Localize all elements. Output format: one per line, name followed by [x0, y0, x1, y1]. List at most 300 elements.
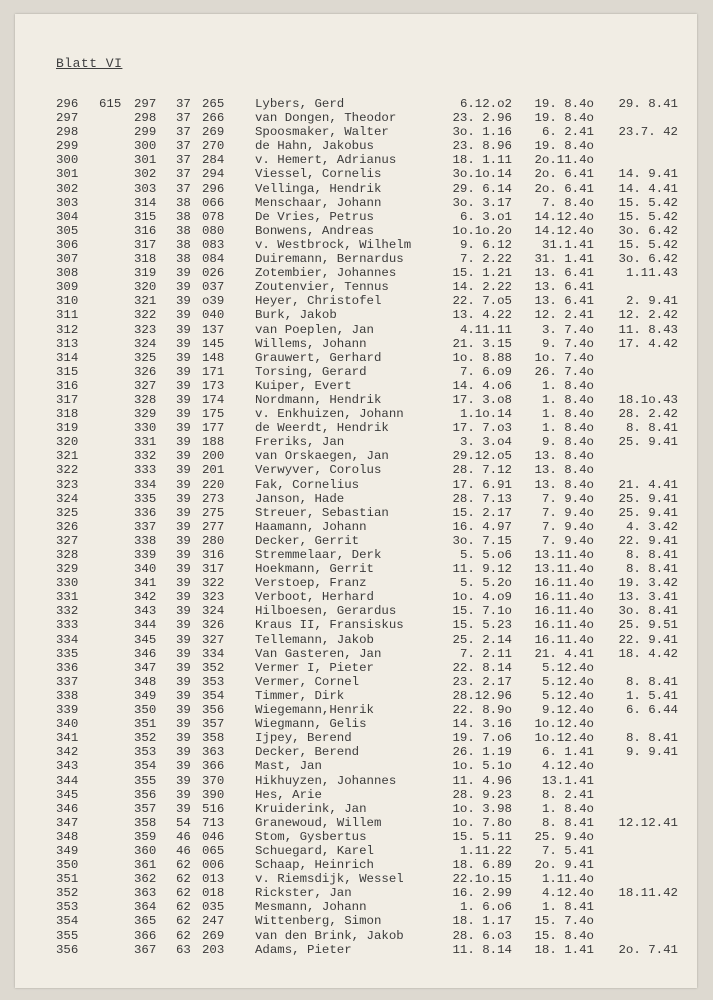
entry-number: 352: [56, 886, 79, 901]
list-number: 342: [134, 590, 157, 605]
entry-number: 307: [56, 252, 79, 267]
person-name: Zotembier, Johannes: [255, 266, 397, 281]
entry-number: 340: [56, 717, 79, 732]
table-row: [0, 534, 713, 548]
entry-number: 342: [56, 745, 79, 760]
entry-number: 350: [56, 858, 79, 873]
serial-number: 326: [202, 618, 225, 633]
person-name: v. Hemert, Adrianus: [255, 153, 397, 168]
exit-date: 3o. 6.42: [618, 223, 678, 238]
table-row: [0, 506, 713, 520]
table-row: [0, 463, 713, 477]
person-name: Nordmann, Hendrik: [255, 392, 382, 407]
person-name: Spoosmaker, Walter: [255, 125, 389, 140]
exit-date: 6. 6.44: [625, 703, 678, 718]
list-number: 362: [134, 872, 157, 887]
prefix-number: 54: [176, 815, 191, 830]
serial-number: 200: [202, 449, 225, 464]
birth-date: 5. 5.2o: [459, 576, 512, 591]
list-number: 331: [134, 435, 157, 450]
prefix-number: 37: [176, 153, 191, 168]
entry-number: 339: [56, 703, 79, 718]
entry-number: 322: [56, 463, 79, 478]
prefix-number: 39: [176, 322, 191, 337]
person-name: Stremmelaar, Derk: [255, 548, 382, 562]
list-number: 303: [134, 181, 157, 196]
prefix-number: 39: [176, 745, 191, 760]
table-row: [0, 576, 713, 590]
birth-date: 15. 5.23: [452, 618, 512, 633]
prefix-number: 39: [176, 646, 191, 661]
serial-number: 201: [202, 463, 225, 478]
entry-number: 343: [56, 759, 79, 774]
serial-number: 171: [202, 364, 225, 379]
person-name: Grauwert, Gerhard: [255, 350, 382, 365]
entry-number: 309: [56, 280, 79, 295]
prefix-number: 39: [176, 717, 191, 732]
table-row: [0, 774, 713, 788]
prefix-number: 39: [176, 449, 191, 464]
birth-date: 22.1o.15: [452, 872, 512, 887]
prefix-number: 38: [176, 237, 191, 252]
exit-date: 1.11.43: [625, 266, 678, 281]
entry-number: 296: [56, 97, 79, 111]
birth-date: 1o.1o.2o: [452, 223, 512, 238]
table-row: [0, 492, 713, 506]
entry-number: 314: [56, 350, 79, 365]
list-number: 350: [134, 703, 157, 718]
prefix-number: 39: [176, 364, 191, 379]
entry-date: 1o.12.4o: [534, 717, 594, 732]
person-name: Janson, Hade: [255, 491, 345, 506]
serial-number: 065: [202, 843, 225, 858]
entry-number: 337: [56, 674, 79, 689]
list-number: 315: [134, 209, 157, 224]
birth-date: 14. 4.o6: [452, 378, 512, 393]
entry-number: 302: [56, 181, 79, 196]
birth-date: 6. 3.o1: [459, 209, 512, 224]
person-name: Mast, Jan: [255, 759, 322, 774]
entry-number: 312: [56, 322, 79, 337]
person-name: Wiegmann, Gelis: [255, 717, 367, 732]
serial-number: 296: [202, 181, 225, 196]
person-name: Hoekmann, Gerrit: [255, 562, 374, 577]
list-number: 351: [134, 717, 157, 732]
list-number: 359: [134, 829, 157, 844]
table-row: [0, 689, 713, 703]
exit-date: 3o. 6.42: [618, 252, 678, 267]
entry-number: 325: [56, 505, 79, 520]
entry-date: 19. 8.4o: [534, 111, 594, 126]
exit-date: 28. 2.42: [618, 407, 678, 422]
serial-number: 013: [202, 872, 225, 887]
person-name: Decker, Gerrit: [255, 533, 360, 548]
table-row: [0, 407, 713, 421]
list-number: 363: [134, 886, 157, 901]
serial-number: 275: [202, 505, 225, 520]
entry-number: 338: [56, 688, 79, 703]
person-name: Willems, Johann: [255, 336, 367, 351]
table-row: [0, 830, 713, 844]
birth-date: 18. 1.11: [452, 153, 512, 168]
person-name: Hes, Arie: [255, 787, 322, 802]
entry-date: 1. 8.4o: [541, 378, 594, 393]
person-name: Verstoep, Franz: [255, 576, 367, 591]
list-number: 341: [134, 576, 157, 591]
prefix-number: 37: [176, 111, 191, 126]
person-name: v. Westbrock, Wilhelm: [255, 237, 412, 252]
person-name: van Poeplen, Jan: [255, 322, 374, 337]
entry-date: 1. 8.4o: [541, 801, 594, 816]
prefix-number: 39: [176, 350, 191, 365]
serial-number: 247: [202, 914, 225, 929]
list-number: 328: [134, 392, 157, 407]
table-row: [0, 125, 713, 139]
birth-date: 1. 6.o6: [459, 900, 512, 915]
serial-number: 265: [202, 97, 225, 111]
exit-date: 22. 9.41: [618, 632, 678, 647]
birth-date: 3o. 3.17: [452, 195, 512, 210]
serial-number: 352: [202, 660, 225, 675]
table-row: [0, 929, 713, 943]
prefix-number: 39: [176, 632, 191, 647]
entry-date: 7. 9.4o: [541, 505, 594, 520]
entry-number: 354: [56, 914, 79, 929]
prefix-number: 38: [176, 195, 191, 210]
person-name: Streuer, Sebastian: [255, 505, 389, 520]
list-number: 297: [134, 97, 157, 111]
table-row: [0, 844, 713, 858]
exit-date: 14. 9.41: [618, 167, 678, 182]
exit-date: 22. 9.41: [618, 533, 678, 548]
entry-date: 1o. 7.4o: [534, 350, 594, 365]
serial-number: 078: [202, 209, 225, 224]
table-row: [0, 139, 713, 153]
birth-date: 22. 8.9o: [452, 703, 512, 718]
birth-date: 15. 2.17: [452, 505, 512, 520]
entry-date: 2o. 9.41: [534, 858, 594, 873]
prefix-number: 39: [176, 773, 191, 788]
table-row: [0, 943, 713, 957]
entry-date: 13. 8.4o: [534, 463, 594, 478]
birth-date: 1.11.22: [459, 843, 512, 858]
prefix-number: 37: [176, 125, 191, 140]
entry-number: 305: [56, 223, 79, 238]
entry-date: 16.11.4o: [534, 618, 594, 633]
person-name: Tellemann, Jakob: [255, 632, 374, 647]
table-row: [0, 435, 713, 449]
entry-date: 25. 9.4o: [534, 829, 594, 844]
table-row: [0, 816, 713, 830]
table-row: [0, 745, 713, 759]
entry-date: 1o.12.4o: [534, 731, 594, 746]
entry-number: 353: [56, 900, 79, 915]
entry-number: 318: [56, 407, 79, 422]
table-row: [0, 393, 713, 407]
serial-number: 083: [202, 237, 225, 252]
prefix-number: 39: [176, 491, 191, 506]
entry-date: 18. 1.41: [534, 942, 594, 957]
serial-number: 035: [202, 900, 225, 915]
serial-number: 006: [202, 858, 225, 873]
person-name: Torsing, Gerard: [255, 364, 367, 379]
prefix-number: 46: [176, 843, 191, 858]
list-number: 324: [134, 336, 157, 351]
entry-date: 13.1.41: [541, 773, 594, 788]
prefix-number: 39: [176, 505, 191, 520]
entry-number: 323: [56, 477, 79, 492]
person-name: Wiegemann,Henrik: [255, 703, 374, 718]
entry-number: 310: [56, 294, 79, 309]
entry-number: 303: [56, 195, 79, 210]
list-number: 299: [134, 125, 157, 140]
serial-number: 317: [202, 562, 225, 577]
birth-date: 14. 2.22: [452, 280, 512, 295]
list-number: 365: [134, 914, 157, 929]
birth-date: 1o. 3.98: [452, 801, 512, 816]
serial-number: 177: [202, 421, 225, 436]
person-name: De Vries, Petrus: [255, 209, 374, 224]
serial-number: 084: [202, 252, 225, 267]
person-name: Granewoud, Willem: [255, 815, 382, 830]
table-row: [0, 717, 713, 731]
entry-number: 316: [56, 378, 79, 393]
entry-date: 15. 7.4o: [534, 914, 594, 929]
person-name: Rickster, Jan: [255, 886, 352, 901]
entry-date: 6. 2.41: [541, 125, 594, 140]
table-row: [0, 153, 713, 167]
entry-date: 16.11.4o: [534, 590, 594, 605]
entry-number: 306: [56, 237, 79, 252]
person-name: van Dongen, Theodor: [255, 111, 397, 126]
person-name: Zoutenvier, Tennus: [255, 280, 389, 295]
prefix-number: 46: [176, 829, 191, 844]
prefix-number: 62: [176, 858, 191, 873]
birth-date: 9. 6.12: [459, 237, 512, 252]
prefix-number: 39: [176, 787, 191, 802]
serial-number: 174: [202, 392, 225, 407]
birth-date: 21. 3.15: [452, 336, 512, 351]
person-name: Vellinga, Hendrik: [255, 181, 382, 196]
entry-date: 21. 4.41: [534, 646, 594, 661]
entry-date: 13.11.4o: [534, 562, 594, 577]
entry-date: 31. 1.41: [534, 252, 594, 267]
serial-number: 353: [202, 674, 225, 689]
entry-number: 349: [56, 843, 79, 858]
birth-date: 28.12.96: [452, 688, 512, 703]
serial-number: 145: [202, 336, 225, 351]
table-row: [0, 196, 713, 210]
person-name: Hilboesen, Gerardus: [255, 604, 397, 619]
exit-date: 11. 8.43: [618, 322, 678, 337]
list-number: 344: [134, 618, 157, 633]
prefix-number: 39: [176, 280, 191, 295]
person-name: v. Riemsdijk, Wessel: [255, 872, 404, 887]
table-row: [0, 308, 713, 322]
serial-number: 269: [202, 125, 225, 140]
prefix-number: 39: [176, 604, 191, 619]
table-row: [0, 618, 713, 632]
table-row: [0, 252, 713, 266]
birth-date: 25. 2.14: [452, 632, 512, 647]
entry-date: 2o.11.4o: [534, 153, 594, 168]
list-number: 343: [134, 604, 157, 619]
prefix-number: 39: [176, 731, 191, 746]
entry-number: 321: [56, 449, 79, 464]
table-row: [0, 266, 713, 280]
table-row: [0, 351, 713, 365]
exit-date: 18.11.42: [618, 886, 678, 901]
prefix-number: 37: [176, 97, 191, 111]
list-number: 332: [134, 449, 157, 464]
prefix-number: 39: [176, 266, 191, 281]
prefix-number: 38: [176, 252, 191, 267]
list-number: 355: [134, 773, 157, 788]
prefix-number: 62: [176, 872, 191, 887]
birth-date: 28. 6.o3: [452, 928, 512, 943]
entry-number: 326: [56, 519, 79, 534]
entry-number: 333: [56, 618, 79, 633]
serial-number: 148: [202, 350, 225, 365]
entry-number: 300: [56, 153, 79, 168]
prefix-number: 39: [176, 688, 191, 703]
birth-date: 18. 6.89: [452, 858, 512, 873]
exit-date: 29. 8.41: [618, 97, 678, 111]
table-row: [0, 802, 713, 816]
prefix-number: 62: [176, 928, 191, 943]
person-name: Vermer I, Pieter: [255, 660, 374, 675]
serial-number: 269: [202, 928, 225, 943]
serial-number: 294: [202, 167, 225, 182]
person-name: Timmer, Dirk: [255, 688, 345, 703]
entry-date: 7. 9.4o: [541, 533, 594, 548]
table-row: [0, 590, 713, 604]
birth-date: 19. 7.o6: [452, 731, 512, 746]
list-number: 337: [134, 519, 157, 534]
birth-date: 1.1o.14: [459, 407, 512, 422]
exit-date: 15. 5.42: [618, 195, 678, 210]
birth-date: 17. 3.o8: [452, 392, 512, 407]
list-number: 316: [134, 223, 157, 238]
list-number: 352: [134, 731, 157, 746]
prefix-number: 39: [176, 548, 191, 562]
prefix-number: 37: [176, 139, 191, 154]
entry-number: 336: [56, 660, 79, 675]
serial-number: 363: [202, 745, 225, 760]
birth-date: 18. 1.17: [452, 914, 512, 929]
table-row: [0, 647, 713, 661]
table-row: [0, 224, 713, 238]
table-row: [0, 280, 713, 294]
entry-date: 16.11.4o: [534, 576, 594, 591]
birth-date: 1o. 8.88: [452, 350, 512, 365]
entry-date: 26. 7.4o: [534, 364, 594, 379]
serial-number: 203: [202, 942, 225, 957]
page-title: Blatt VI: [56, 56, 123, 71]
exit-date: 4. 3.42: [625, 519, 678, 534]
exit-date: 25. 9.41: [618, 491, 678, 506]
serial-number: 354: [202, 688, 225, 703]
exit-date: 12. 2.42: [618, 308, 678, 323]
entry-number: 313: [56, 336, 79, 351]
exit-date: 17. 4.42: [618, 336, 678, 351]
list-number: 322: [134, 308, 157, 323]
list-number: 319: [134, 266, 157, 281]
entry-number: 335: [56, 646, 79, 661]
list-number: 358: [134, 815, 157, 830]
entry-number: 329: [56, 562, 79, 577]
entry-number: 311: [56, 308, 79, 323]
entry-number: 301: [56, 167, 79, 182]
prefix-number: 39: [176, 421, 191, 436]
person-name: Decker, Berend: [255, 745, 360, 760]
birth-date: 7. 2.11: [459, 646, 512, 661]
serial-number: 220: [202, 477, 225, 492]
entry-date: 7. 8.4o: [541, 195, 594, 210]
entry-number: 332: [56, 604, 79, 619]
list-number: 318: [134, 252, 157, 267]
entry-date: 1. 8.4o: [541, 407, 594, 422]
prefix-number: 39: [176, 477, 191, 492]
prefix-number: 39: [176, 435, 191, 450]
table-row: [0, 731, 713, 745]
table-row: [0, 858, 713, 872]
prefix-number: 39: [176, 618, 191, 633]
entry-date: 7. 5.41: [541, 843, 594, 858]
entry-number: 347: [56, 815, 79, 830]
list-number: 326: [134, 364, 157, 379]
person-name: Kruiderink, Jan: [255, 801, 367, 816]
serial-number: 277: [202, 519, 225, 534]
exit-date: 18.1o.43: [618, 392, 678, 407]
serial-number: 018: [202, 886, 225, 901]
birth-date: 26. 1.19: [452, 745, 512, 760]
list-number: 339: [134, 548, 157, 562]
exit-date: 8. 8.41: [625, 674, 678, 689]
birth-date: 5. 5.o6: [459, 548, 512, 562]
serial-number: o39: [202, 294, 225, 309]
entry-date: 5.12.4o: [541, 674, 594, 689]
entry-number: 299: [56, 139, 79, 154]
entry-date: 6. 1.41: [541, 745, 594, 760]
entry-number: 315: [56, 364, 79, 379]
table-row: [0, 900, 713, 914]
serial-number: 390: [202, 787, 225, 802]
exit-date: 19. 3.42: [618, 576, 678, 591]
prefix-number: 63: [176, 942, 191, 957]
birth-date: 22. 7.o5: [452, 294, 512, 309]
person-name: Stom, Gysbertus: [255, 829, 367, 844]
entry-number: 319: [56, 421, 79, 436]
register-table: [0, 97, 713, 957]
table-row: [0, 210, 713, 224]
person-name: Haamann, Johann: [255, 519, 367, 534]
birth-date: 11. 9.12: [452, 562, 512, 577]
prefix-number: 38: [176, 209, 191, 224]
table-row: [0, 872, 713, 886]
list-number: 354: [134, 759, 157, 774]
prefix-number: 39: [176, 407, 191, 422]
serial-number: 037: [202, 280, 225, 295]
entry-date: 5.12.4o: [541, 660, 594, 675]
serial-number: 080: [202, 223, 225, 238]
entry-date: 19. 8.4o: [534, 97, 594, 111]
list-number: 300: [134, 139, 157, 154]
list-number: 338: [134, 533, 157, 548]
table-row: [0, 337, 713, 351]
serial-number: 188: [202, 435, 225, 450]
serial-number: 284: [202, 153, 225, 168]
